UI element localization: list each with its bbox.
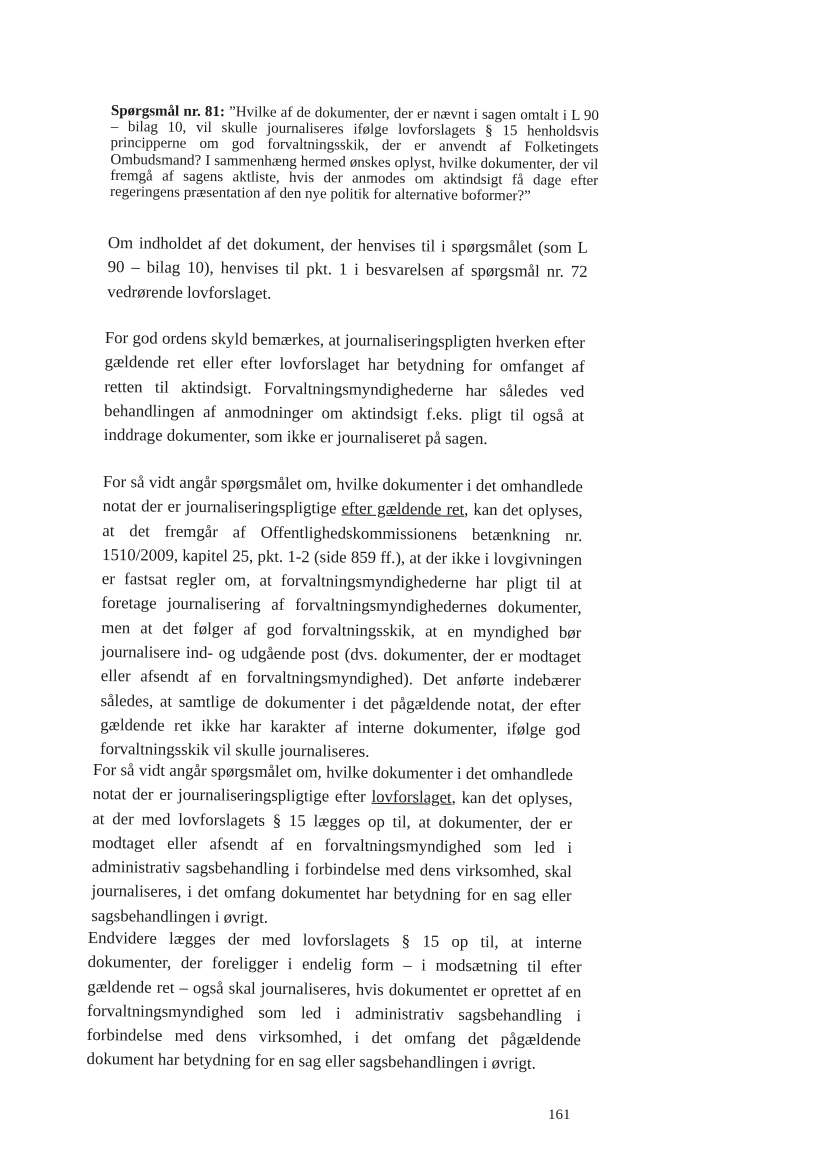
question-block [110,103,599,205]
question-text: ”Hvilke af de dokumenter, der er nævnt i sagen omtalt i L 90 – bilag 10, vil skulle journaliseres ifølge lovforslagets § 15 henholdsvis principperne om god forvaltningsskik, der er anvendt af Folketingets Ombudsmand? I sammenhæng hermed ønskes oplyst, hvilke dokumenter, der vil fremgå af sagens aktliste, hvis der anmodes om aktindsigt få dage efter regeringens præsentation af den nye politik for alternative boformer?” [109,104,599,205]
underlined-phrase-gaeldende-ret: efter gældende ret [341,498,465,520]
answer-paragraph-1: Om indholdet af det dokument, der henvises til i spørgsmålet (som L 90 – bilag 10), henvises til pkt. 1 i besvarelsen af spørgsmål nr. 72 vedrørende lovforslaget. [107,232,588,303]
paragraph-4-text-after: , kan det oplyses, at der med lovforslagets § 15 lægges op til, at dokumenter, der er modtaget eller afsendt af en forvaltningsmyndighed som led i administrativ sagsbehandling i forbindelse med dens virksomhed, skal journaliseres, i det omfang dokumentet har betydning for en sag eller sagsbehandlingen i øvrigt. [91,788,573,927]
paragraph-3-text-after: , kan det oplyses, at det fremgår af Offentlighedskommissionens betænkning nr. 1510/2009, kapitel 25, pkt. 1-2 (side 859 ff.), at der ikke i lovgivningen er fastsat regler om, at forvaltningsmyndighederne har pligt til at foretage journalisering af forvaltningsmyndighedernes dokumenter, men at det følger af god forvaltningsskik, at en myndighed bør journalisere ind- og udgående post (dvs. dokumenter, der er modtaget eller afsendt af en forvaltningsmyndighed). Det anførte indebærer således, at samtlige de dokumenter i det pågældende notat, der efter gældende ret ikke har karakter af interne dokumenter, ifølge god forvaltningsskik vil skulle journaliseres. [99,500,583,762]
answer-paragraph-2: For god ordens skyld bemærkes, at journaliseringspligten hverken efter gældende ret eller efter lovforslaget har betydning for omfanget af retten til aktindsigt. Forvaltningsmyndighederne har således ved behandlingen af anmodninger om aktindsigt f.eks. pligt til også at inddrage dokumenter, som ikke er journaliseret på sagen. [103,327,585,449]
answer-paragraph-3 [100,470,583,767]
answer-paragraph-5: Endvidere lægges der med lovforslagets § 15 op til, at interne dokumenter, der foreligger i endelig form – i modsætning til efter gældende ret – også skal journaliseres, hvis dokumentet er oprettet af en forvaltningsmyndighed som led i administrativ sagsbehandling i forbindelse med dens virksomhed, i det omfang det pågældende dokument har betydning for en sag eller sagsbehandlingen i øvrigt. [86,927,582,1074]
page-number: 161 [548,1107,571,1123]
answer-paragraph-4 [91,758,573,933]
paragraph-4-text-before: For så vidt angår spørgsmålet om, hvilke dokumenter i det omhandlede notat der er journaliseringspligtige efter [92,759,573,807]
question-label: Spørgsmål nr. 81: [110,103,226,121]
underlined-phrase-lovforslaget: lovforslaget [371,787,452,808]
paragraph-3-text-before: For så vidt angår spørgsmålet om, hvilke dokumenter i det omhandlede notat der er journaliseringspligtige [102,471,583,518]
